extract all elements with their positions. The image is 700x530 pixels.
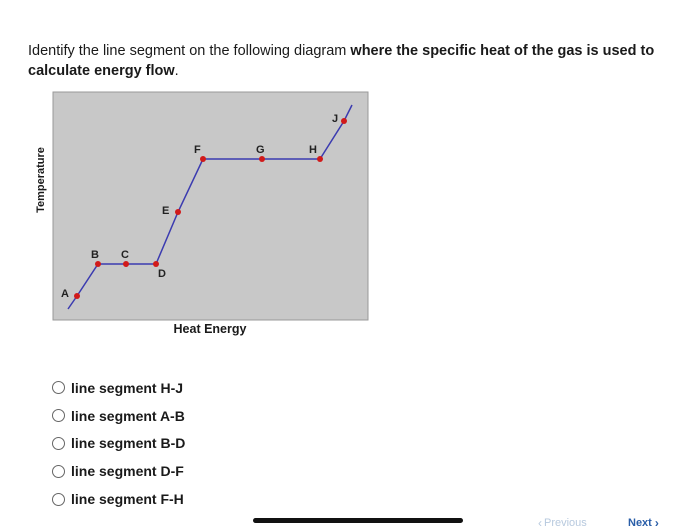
point-g — [259, 156, 265, 162]
point-h — [317, 156, 323, 162]
chevron-right-icon: › — [654, 516, 659, 530]
point-c — [123, 261, 129, 267]
next-button[interactable] — [628, 516, 659, 530]
point-e — [175, 209, 181, 215]
chevron-left-icon: ‹ — [538, 516, 542, 530]
option-label: line segment F-H — [71, 491, 184, 508]
question-prefix: Identify the line segment on the following diagram — [28, 42, 351, 59]
label-j: J — [332, 113, 339, 125]
radio-button[interactable] — [52, 381, 65, 394]
label-g: G — [256, 144, 265, 156]
option-a-b[interactable] — [52, 402, 185, 430]
home-indicator — [253, 518, 463, 523]
previous-label: Previous — [544, 517, 587, 529]
answer-options — [52, 374, 185, 513]
radio-button[interactable] — [52, 437, 65, 450]
option-h-j[interactable] — [52, 374, 185, 402]
option-label: line segment A-B — [71, 407, 185, 424]
point-d — [153, 261, 159, 267]
option-label: line segment D-F — [71, 463, 184, 480]
point-j — [341, 118, 347, 124]
plot-area — [53, 92, 368, 320]
previous-button[interactable] — [538, 516, 587, 530]
option-b-d[interactable] — [52, 430, 185, 458]
question-emphasis: where the specific heat of the gas is used to calculate energy flow — [28, 42, 655, 79]
option-d-f[interactable] — [52, 457, 185, 485]
label-e: E — [162, 205, 170, 217]
point-a — [74, 293, 80, 299]
option-label: line segment B-D — [71, 435, 186, 452]
point-b — [95, 261, 101, 267]
label-c: C — [121, 249, 129, 261]
radio-button[interactable] — [52, 409, 65, 422]
radio-button[interactable] — [52, 465, 65, 478]
label-d: D — [158, 268, 166, 280]
x-axis-label: Heat Energy — [173, 322, 247, 336]
next-label: Next — [628, 517, 652, 529]
y-axis-label: Temperature — [35, 147, 47, 213]
label-h: H — [309, 144, 317, 156]
radio-button[interactable] — [52, 493, 65, 506]
label-f: F — [194, 144, 201, 156]
question-suffix: . — [174, 62, 179, 79]
point-f — [200, 156, 206, 162]
option-label: line segment H-J — [71, 379, 184, 396]
label-a: A — [61, 288, 69, 300]
option-f-h[interactable] — [52, 485, 185, 513]
label-b: B — [91, 249, 99, 261]
